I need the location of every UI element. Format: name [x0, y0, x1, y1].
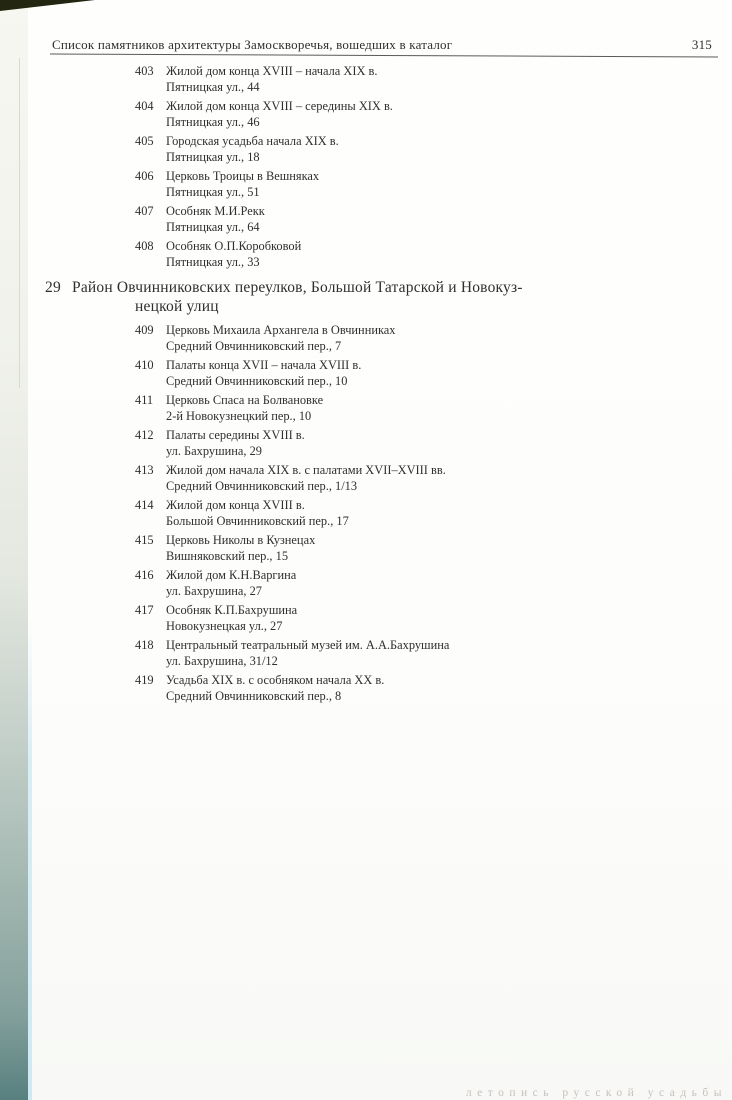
entry-number: 409	[135, 323, 154, 337]
entry-title: Особняк М.И.Рекк	[166, 204, 265, 218]
entry-number: 412	[135, 428, 154, 442]
entry-address: Пятницкая ул., 51	[166, 184, 260, 199]
entry-address: Средний Овчинниковский пер., 7	[166, 338, 342, 353]
entry-number: 407	[135, 204, 154, 218]
entry-address: 2-й Новокузнецкий пер., 10	[166, 408, 312, 423]
catalog-list	[0, 64, 732, 708]
catalog-entry	[135, 603, 732, 634]
catalog-entry	[135, 638, 732, 669]
entry-title: Жилой дом К.Н.Варгина	[166, 568, 297, 582]
running-head-title: Список памятников архитектуры Замоскворечья, вошедших в каталог	[52, 37, 453, 52]
catalog-entry	[135, 134, 732, 165]
entry-number: 404	[135, 99, 154, 113]
entry-number: 415	[135, 533, 154, 547]
running-head	[52, 37, 716, 53]
entry-title: Церковь Михаила Архангела в Овчинниках	[166, 323, 396, 337]
entry-number: 413	[135, 463, 154, 477]
catalog-entry	[135, 169, 732, 200]
section-heading	[45, 279, 732, 316]
entry-address: Средний Овчинниковский пер., 10	[166, 373, 348, 388]
entry-number: 410	[135, 358, 154, 372]
publisher-watermark: летопись русской усадьбы	[465, 1087, 727, 1099]
entry-address: ул. Бахрушина, 27	[166, 583, 262, 598]
entry-address: Пятницкая ул., 44	[166, 79, 260, 94]
entry-title: Жилой дом конца XVIII – середины XIX в.	[166, 99, 393, 113]
entry-number: 416	[135, 568, 154, 582]
entry-number: 414	[135, 498, 154, 512]
catalog-entry	[135, 393, 732, 424]
scan-corner-shadow	[0, 0, 95, 11]
catalog-entry	[135, 358, 732, 389]
catalog-entry	[135, 323, 732, 354]
entry-number: 406	[135, 169, 154, 183]
entry-title: Жилой дом конца XVIII – начала XIX в.	[166, 64, 378, 78]
entry-title: Центральный театральный музей им. А.А.Бахрушина	[166, 638, 450, 652]
entry-number: 411	[135, 393, 154, 407]
catalog-entry	[135, 239, 732, 270]
entry-title: Церковь Троицы в Вешняках	[166, 169, 320, 183]
catalog-entry	[135, 428, 732, 459]
catalog-entry	[135, 99, 732, 130]
catalog-entry	[135, 204, 732, 235]
entry-address: Пятницкая ул., 46	[166, 114, 260, 129]
section-title-line1: Район Овчинниковских переулков, Большой Татарской и Новокуз-	[72, 279, 523, 296]
entry-title: Городская усадьба начала XIX в.	[166, 134, 339, 148]
entry-number: 405	[135, 134, 154, 148]
entry-number: 419	[135, 673, 154, 687]
catalog-entry	[135, 673, 732, 704]
entry-address: Большой Овчинниковский пер., 17	[166, 513, 349, 528]
catalog-entry	[135, 463, 732, 494]
entry-address: ул. Бахрушина, 29	[166, 443, 262, 458]
entry-title: Особняк О.П.Коробковой	[166, 239, 302, 253]
entry-address: Вишняковский пер., 15	[166, 548, 289, 563]
entry-title: Особняк К.П.Бахрушина	[166, 603, 298, 617]
entry-title: Церковь Спаса на Болвановке	[166, 393, 324, 407]
entry-title: Палаты середины XVIII в.	[166, 428, 305, 442]
entry-number: 408	[135, 239, 154, 253]
entry-address: Пятницкая ул., 64	[166, 219, 260, 234]
catalog-entry	[135, 64, 732, 95]
catalog-entry	[135, 533, 732, 564]
entry-title: Усадьба XIX в. с особняком начала XX в.	[166, 673, 385, 687]
entry-address: ул. Бахрушина, 31/12	[166, 653, 278, 668]
entry-address: Средний Овчинниковский пер., 1/13	[166, 478, 358, 493]
entry-number: 403	[135, 64, 154, 78]
entry-address: Пятницкая ул., 33	[166, 254, 260, 269]
section-number: 29	[45, 279, 61, 296]
entry-title: Церковь Николы в Кузнецах	[166, 533, 316, 547]
entry-number: 418	[135, 638, 154, 652]
entry-title: Жилой дом начала XIX в. с палатами XVII–XVIII вв.	[166, 463, 446, 477]
catalog-entry	[135, 498, 732, 529]
entry-address: Средний Овчинниковский пер., 8	[166, 688, 342, 703]
entry-number: 417	[135, 603, 154, 617]
page-number: 315	[691, 37, 712, 52]
entry-address: Новокузнецкая ул., 27	[166, 618, 283, 633]
entry-address: Пятницкая ул., 18	[166, 149, 260, 164]
catalog-entry	[135, 568, 732, 599]
header-rule	[50, 54, 718, 58]
entry-title: Палаты конца XVII – начала XVIII в.	[166, 358, 362, 372]
entry-title: Жилой дом конца XVIII в.	[166, 498, 305, 512]
section-title-line2: нецкой улиц	[135, 297, 219, 315]
